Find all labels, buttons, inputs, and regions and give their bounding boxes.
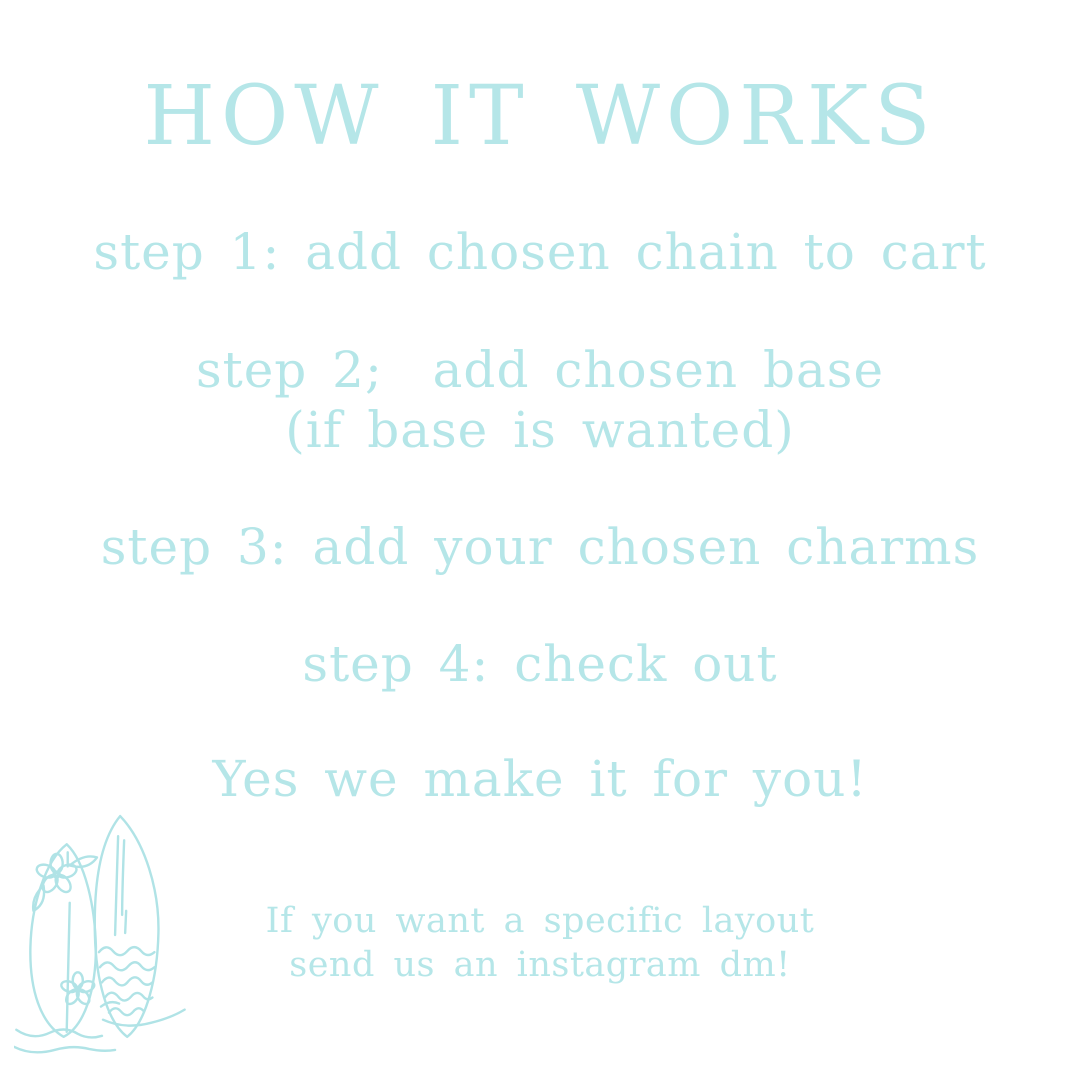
tagline-text: Yes we make it for you!	[212, 750, 868, 808]
step-2-line-2: (if base is wanted)	[285, 401, 795, 459]
surfboard-left	[30, 844, 97, 1037]
note-line-1: If you want a specific layout	[265, 901, 815, 941]
step-2-text	[0, 340, 1080, 460]
flower-bottom	[60, 972, 96, 1006]
page-title: HOW IT WORKS	[143, 69, 937, 164]
step-3-text: step 3: add your chosen charms	[100, 518, 980, 576]
note-line-2: send us an instagram dm!	[289, 945, 791, 985]
step-2-line-1: step 2; add chosen base	[195, 341, 885, 399]
step-1-text: step 1: add chosen chain to cart	[93, 223, 987, 281]
step-4-text: step 4: check out	[302, 635, 778, 693]
surfboards-illustration	[14, 806, 196, 1058]
